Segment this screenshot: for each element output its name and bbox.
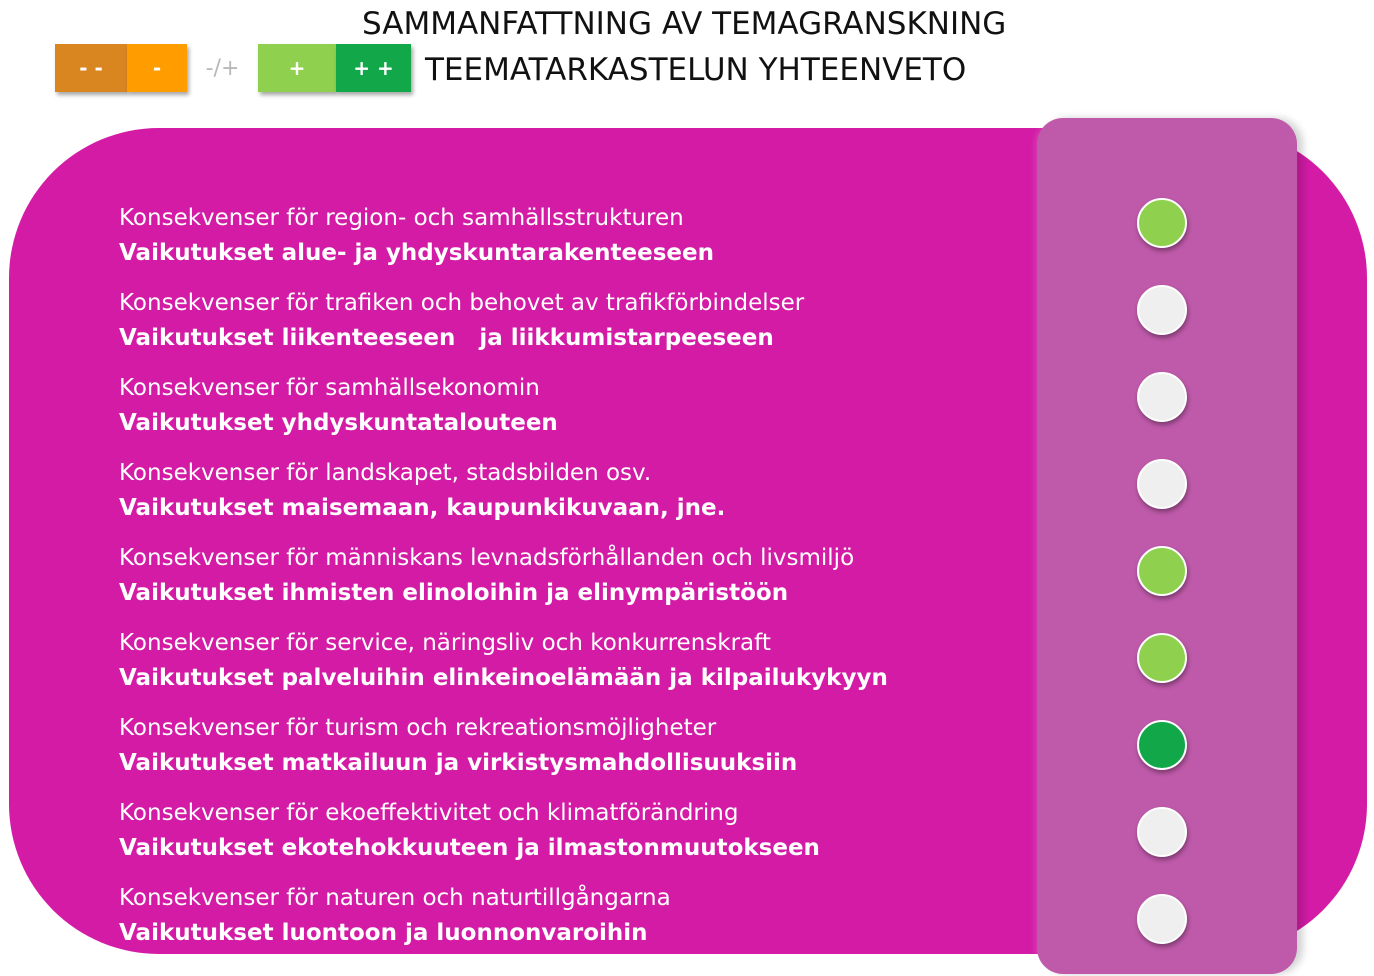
theme-label-swedish: Konsekvenser för människans levnadsförhållanden och livsmiljö [119,545,855,571]
rating-indicator [1137,459,1187,509]
rating-indicator [1137,720,1187,770]
rating-indicator [1137,285,1187,335]
theme-label-finnish: Vaikutukset ekotehokkuuteen ja ilmastonmuutokseen [119,835,820,861]
theme-label-finnish: Vaikutukset maisemaan, kaupunkikuvaan, jne. [119,495,726,521]
rating-indicator [1137,894,1187,944]
legend-positive: + [258,44,336,92]
theme-item [119,286,1019,356]
theme-item [119,201,1019,271]
theme-item [119,711,1019,781]
theme-item [119,371,1019,441]
theme-label-swedish: Konsekvenser för samhällsekonomin [119,375,540,401]
theme-label-finnish: Vaikutukset palveluihin elinkeinoelämään ja kilpailukykyyn [119,665,888,691]
rating-indicator [1137,807,1187,857]
theme-label-finnish: Vaikutukset liikenteeseen ja liikkumistarpeeseen [119,325,774,351]
theme-item [119,456,1019,526]
theme-item [119,881,1019,951]
legend-neutral: -/+ [205,55,240,81]
theme-label-swedish: Konsekvenser för naturen och naturtillgångarna [119,885,671,911]
theme-label-swedish: Konsekvenser för ekoeffektivitet och klimatförändring [119,800,739,826]
theme-label-swedish: Konsekvenser för landskapet, stadsbilden osv. [119,460,652,486]
theme-label-swedish: Konsekvenser för service, näringsliv och konkurrenskraft [119,630,771,656]
theme-label-swedish: Konsekvenser för trafiken och behovet av trafikförbindelser [119,290,805,316]
theme-label-swedish: Konsekvenser för turism och rekreationsmöjligheter [119,715,717,741]
title-finnish: TEEMATARKASTELUN YHTEENVETO [425,52,967,88]
legend-negative: - [127,44,187,92]
rating-indicator [1137,546,1187,596]
theme-label-finnish: Vaikutukset luontoon ja luonnonvaroihin [119,920,648,946]
legend-very-negative: - - [55,44,127,92]
theme-label-finnish: Vaikutukset alue- ja yhdyskuntarakenteeseen [119,240,714,266]
theme-item [119,626,1019,696]
theme-label-finnish: Vaikutukset matkailuun ja virkistysmahdollisuuksiin [119,750,798,776]
legend-very-positive: + + [336,44,411,92]
theme-label-finnish: Vaikutukset ihmisten elinoloihin ja elinympäristöön [119,580,789,606]
rating-indicator [1137,372,1187,422]
rating-indicator [1137,198,1187,248]
theme-item [119,796,1019,866]
title-swedish: SAMMANFATTNING AV TEMAGRANSKNING [362,6,1007,42]
theme-label-swedish: Konsekvenser för region- och samhällsstrukturen [119,205,684,231]
theme-label-finnish: Vaikutukset yhdyskuntatalouteen [119,410,558,436]
theme-item [119,541,1019,611]
rating-indicator [1137,633,1187,683]
